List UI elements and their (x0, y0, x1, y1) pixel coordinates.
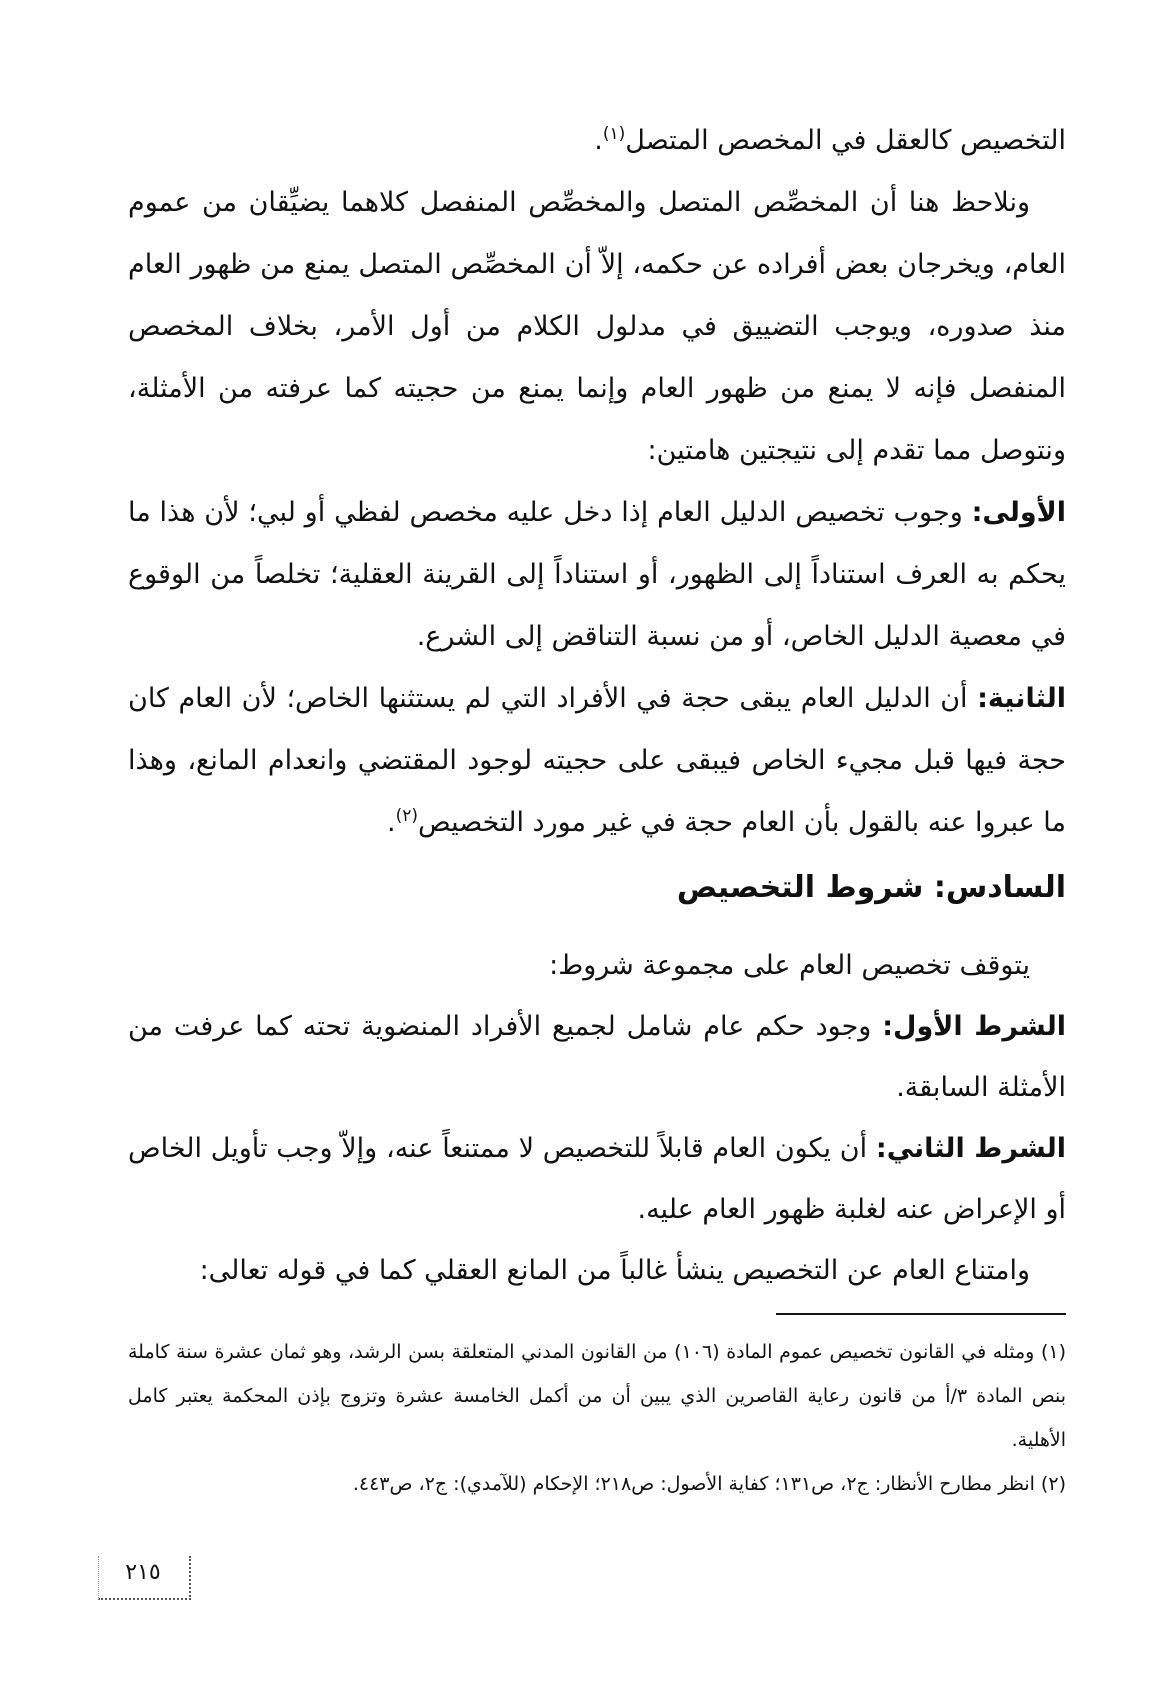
conditions-text (128, 935, 1066, 1301)
note-paragraph: ونلاحظ هنا أن المخصِّص المتصل والمخصِّص المنفصل كلاهما يضيِّقان من عموم العام، ويخرجان بعض أفراده عن حكمه، إلاّ أن المخصِّص المتصل يمنع من ظهور العام منذ صدوره، ويوجب التضييق في مدلول الكلام من أول الأمر، بخلاف المخصص المنفصل فإنه لا يمنع من ظهور العام وإنما يمنع من حجيته كما عرفته من الأمثلة، ونتوصل مما تقدم إلى نتيجتين هامتين: (128, 187, 1066, 466)
intro-line (128, 110, 1066, 172)
intro-line-end: . (594, 125, 603, 156)
footnote-ref-1: (١) (602, 124, 626, 144)
page-number: ٢١٥ (125, 1560, 161, 1585)
condition-2-text: أن يكون العام قابلاً للتخصيص لا ممتنعاً عنه، وإلاّ وجب تأويل الخاص أو الإعراض عنه لغلبة ظهور العام عليه. (128, 1133, 1066, 1225)
conditions-intro: يتوقف تخصيص العام على مجموعة شروط: (549, 950, 1030, 981)
page-number-box (98, 1556, 191, 1600)
closing-paragraph: وامتناع العام عن التخصيص ينشأ غالباً من المانع العقلي كما في قوله تعالى: (199, 1255, 1030, 1286)
condition-1-text: وجود حكم عام شامل لجميع الأفراد المنضوية تحته كما عرفت من الأمثلة السابقة. (128, 1011, 1066, 1103)
section-heading (677, 866, 1066, 910)
first-result-paragraph (128, 482, 1066, 668)
condition-1-paragraph (128, 996, 1066, 1118)
second-result-paragraph (128, 668, 1066, 854)
section-heading-prefix: السادس: (923, 870, 1066, 905)
first-result-label: الأولى: (971, 497, 1066, 528)
condition-1-label: الشرط الأول: (882, 1011, 1066, 1042)
footnote-separator (776, 1313, 1066, 1315)
main-body-text (128, 110, 1066, 854)
footnote-1: (١) ومثله في القانون تخصيص عموم المادة (١٠٦) من القانون المدني المتعلقة بسن الرشد، وهو ثمان عشرة سنة كاملة بنص المادة ٣/أ من قانون رعاية القاصرين الذي يبين أن من أكمل الخامسة عشرة وتزوج بإذن المحكمة يعتبر كامل الأهلية. (128, 1341, 1066, 1451)
second-result-label: الثانية: (977, 683, 1066, 714)
condition-2-label: الشرط الثاني: (875, 1133, 1066, 1164)
first-result-text: وجوب تخصيص الدليل العام إذا دخل عليه مخصص لفظي أو لبي؛ لأن هذا ما يحكم به العرف استناداً إلى الظهور، أو استناداً إلى القرينة العقلية؛ تخلصاً من الوقوع في معصية الدليل الخاص، أو من نسبة التناقض إلى الشرع. (128, 497, 1066, 652)
second-result-end: . (386, 807, 396, 838)
footnote-ref-2: (٢) (395, 806, 418, 826)
intro-line-text: التخصيص كالعقل في المخصص المتصل (625, 125, 1066, 156)
footnotes (128, 1330, 1066, 1506)
condition-2-paragraph (128, 1118, 1066, 1240)
section-heading-title: شروط التخصيص (676, 870, 924, 905)
footnote-2: (٢) انظر مطارح الأنظار: ج٢، ص١٣١؛ كفاية الأصول: ص٢١٨؛ الإحكام (للآمدي): ج٢، ص٤٤٣. (352, 1473, 1066, 1495)
second-result-text: أن الدليل العام يبقى حجة في الأفراد التي لم يستثنها الخاص؛ لأن العام كان حجة فيها قبل مجيء الخاص فيبقى على حجيته لوجود المقتضي وانعدام المانع، وهذا ما عبروا عنه بالقول بأن العام حجة في غير مورد التخصيص (128, 683, 1066, 838)
